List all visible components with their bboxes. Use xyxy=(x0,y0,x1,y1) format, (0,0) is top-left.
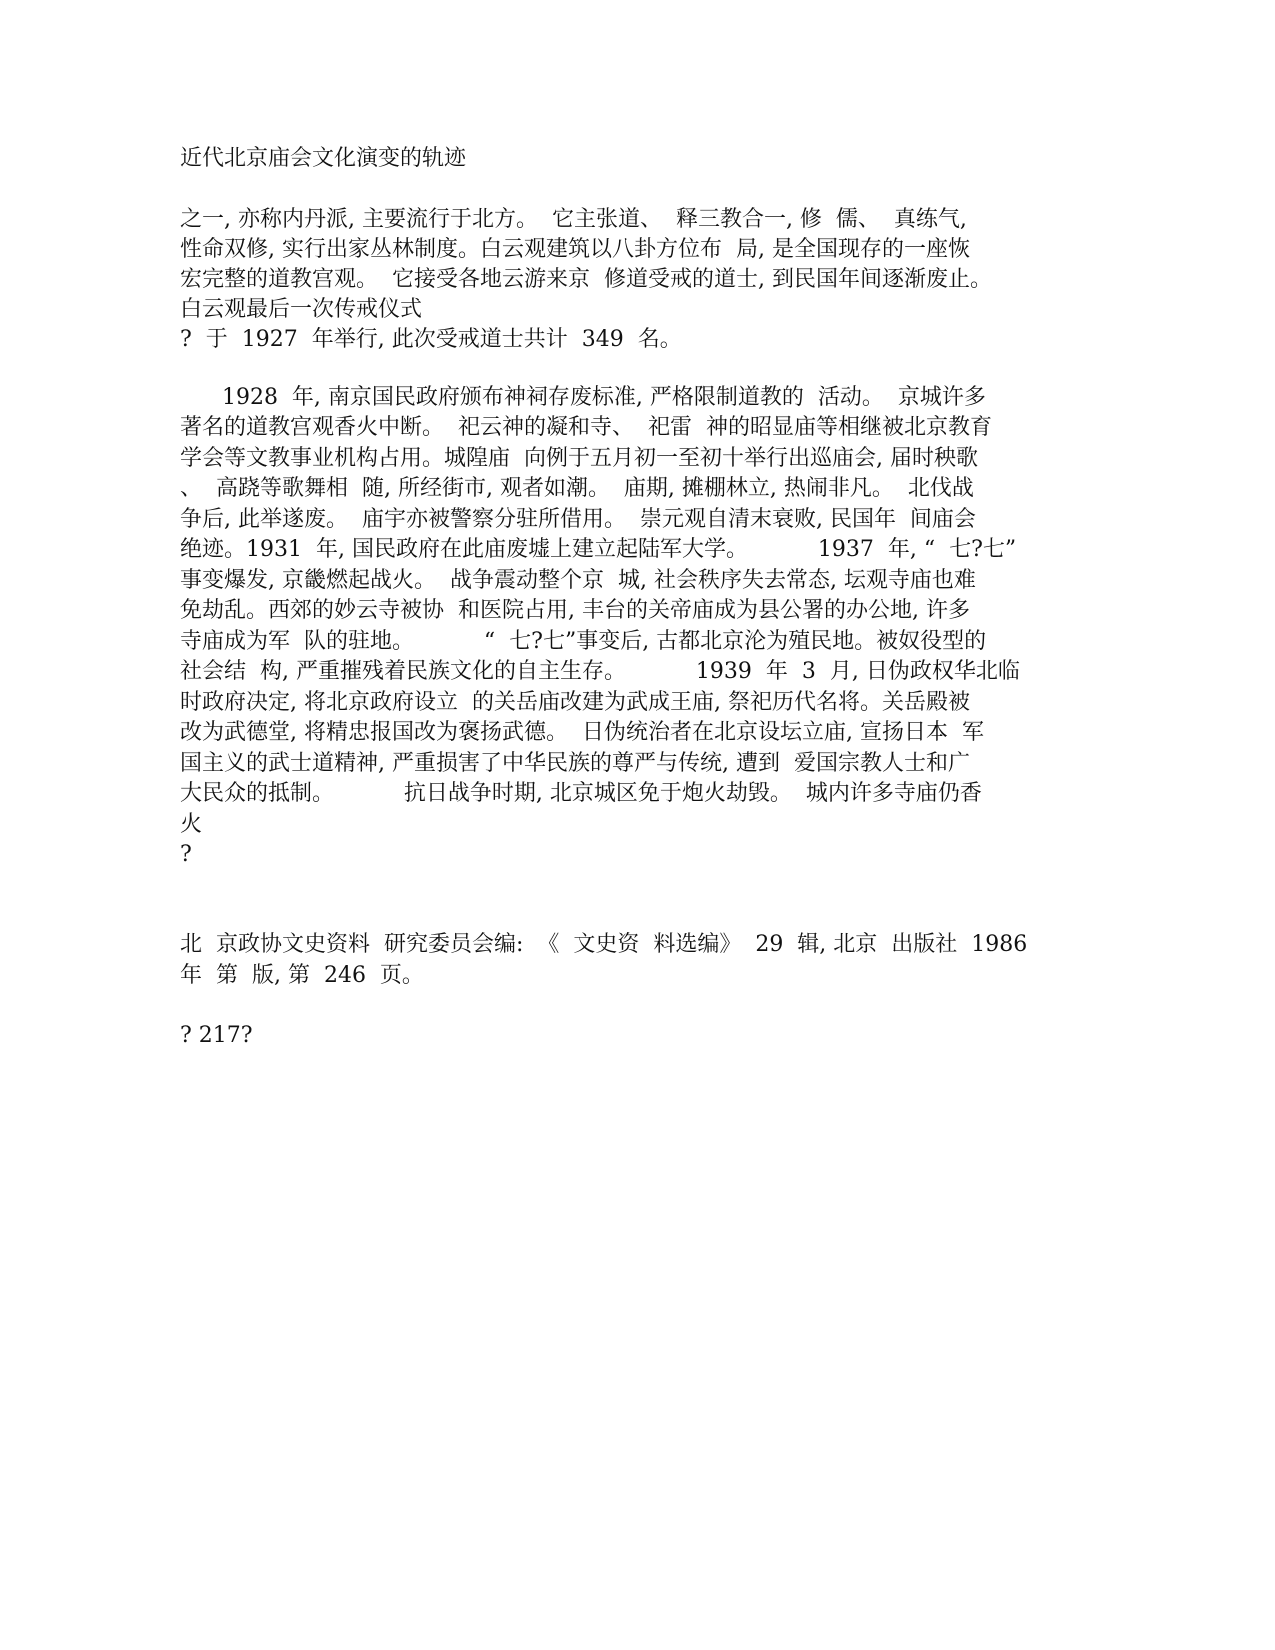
paragraph-2-line: 国主义的武士道精神, 严重损害了中华民族的尊严与传统, 遭到 爱国宗教人士和广 xyxy=(180,751,970,776)
document-title: 近代北京庙会文化演变的轨迹 xyxy=(180,146,467,171)
paragraph-2-line: 学会等文教事业机构占用。城隍庙 向例于五月初一至初十举行出巡庙会, 届时秧歌 xyxy=(180,446,978,471)
reference-line: 北 京政协文史资料 研究委员会编: 《 文史资 料选编》 29 辑, 北京 出版社 1986 xyxy=(180,932,1028,957)
paragraph-2-line: 时政府决定, 将北京政府设立 的关岳庙改建为武成王庙, 祭祀历代名将。关岳殿被 xyxy=(180,690,970,715)
paragraph-1-line: 之一, 亦称内丹派, 主要流行于北方。 它主张道、 释三教合一, 修 儒、 真练气, xyxy=(180,207,967,232)
paragraph-2-line: 、 高跷等歌舞相 随, 所经街市, 观者如潮。 庙期, 摊棚林立, 热闹非凡。 北伐战 xyxy=(180,476,974,501)
paragraph-2-line: 改为武德堂, 将精忠报国改为褒扬武德。 日伪统治者在北京设坛立庙, 宣扬日本 军 xyxy=(180,720,984,745)
paragraph-1-line: 性命双修, 实行出家丛林制度。白云观建筑以八卦方位布 局, 是全国现存的一座恢 xyxy=(180,237,970,262)
paragraph-2-line: 寺庙成为军 队的驻地。 “ 七?七”事变后, 古都北京沦为殖民地。被奴役型的 xyxy=(180,629,987,654)
paragraph-2-line: 大民众的抵制。 抗日战争时期, 北京城区免于炮火劫毁。 城内许多寺庙仍香 xyxy=(180,781,982,806)
paragraph-2-line: 事变爆发, 京畿燃起战火。 战争震动整个京 城, 社会秩序失去常态, 坛观寺庙也难 xyxy=(180,568,976,593)
paragraph-1-line: 宏完整的道教宫观。 它接受各地云游来京 修道受戒的道士, 到民国年间逐渐废止。 xyxy=(180,267,992,292)
page-number: ? 217? xyxy=(180,1023,253,1048)
paragraph-2-line: 著名的道教宫观香火中断。 祀云神的凝和寺、 祀雷 神的昭显庙等相继被北京教育 xyxy=(180,415,992,440)
paragraph-1-line: 白云观最后一次传戒仪式 xyxy=(180,297,423,322)
paragraph-2-line: 争后, 此举遂废。 庙宇亦被警察分驻所借用。 崇元观自清末衰败, 民国年 间庙会 xyxy=(180,507,976,532)
paragraph-2-line: 1928 年, 南京国民政府颁布神祠存废标准, 严格限制道教的 活动。 京城许多 xyxy=(180,385,986,410)
paragraph-2-line: ? xyxy=(180,842,192,867)
paragraph-1-line: ? 于 1927 年举行, 此次受戒道士共计 349 名。 xyxy=(180,327,682,352)
paragraph-2-line: 社会结 构, 严重摧残着民族文化的自主生存。 1939 年 3 月, 日伪政权华北临 xyxy=(180,659,1020,684)
paragraph-2-line: 火 xyxy=(180,812,203,837)
paragraph-2-line: 绝迹。1931 年, 国民政府在此庙废墟上建立起陆军大学。 1937 年, “ 七?七” xyxy=(180,537,1017,562)
reference-line: 年 第 版, 第 246 页。 xyxy=(180,963,424,988)
document-page xyxy=(180,0,1050,1650)
paragraph-2-line: 免劫乱。西郊的妙云寺被协 和医院占用, 丰台的关帝庙成为县公署的办公地, 许多 xyxy=(180,598,970,623)
